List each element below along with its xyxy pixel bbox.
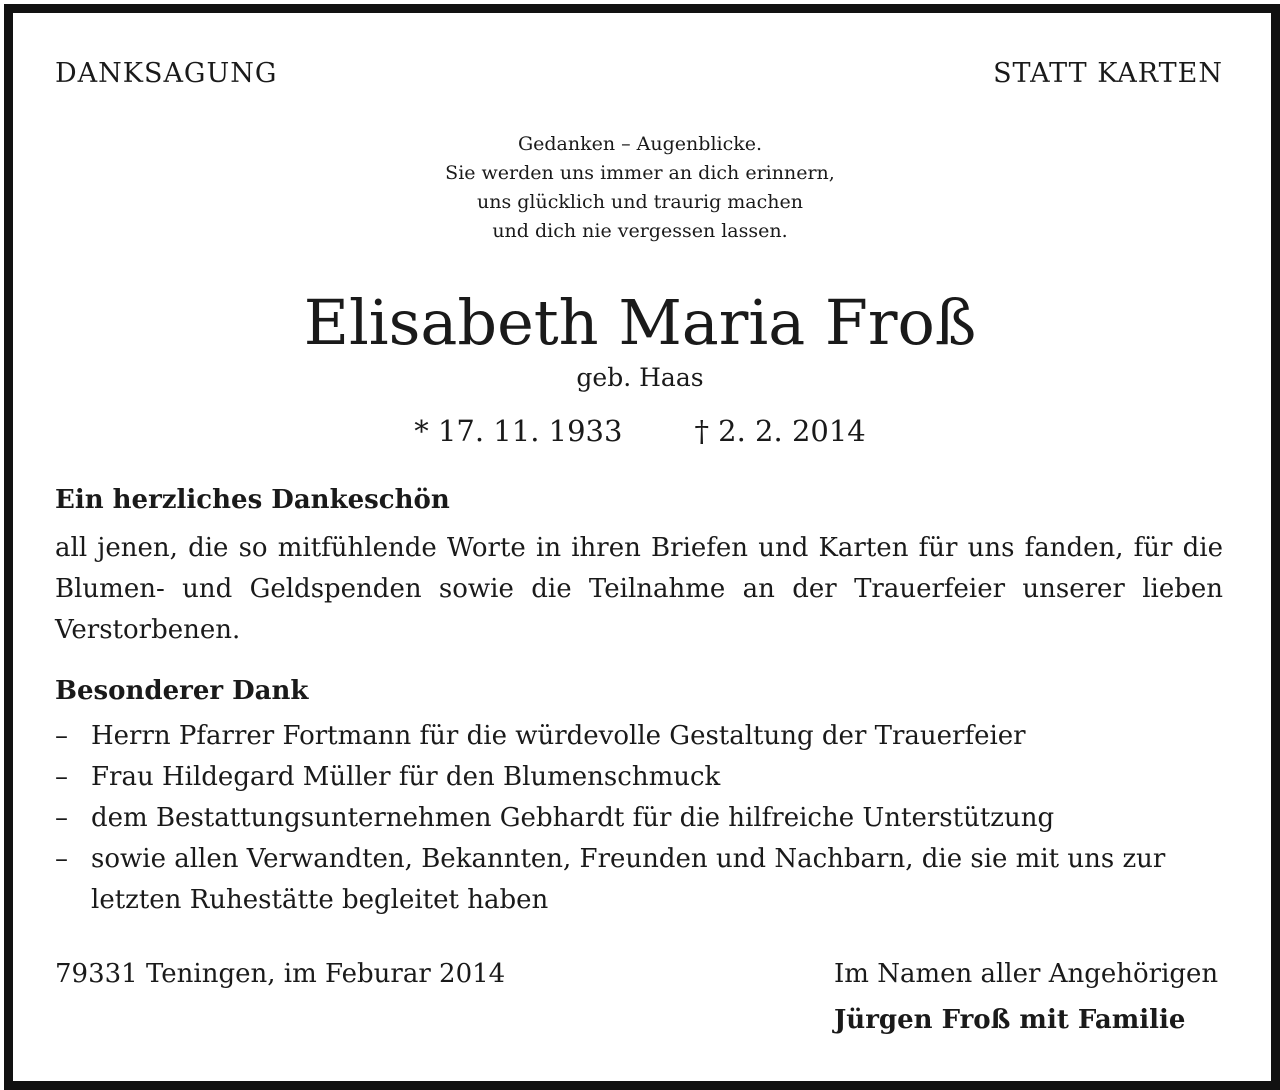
thanks-heading: Ein herzliches Dankeschön <box>55 485 450 515</box>
list-item <box>55 716 1223 757</box>
poem-line: und dich nie vergessen lassen. <box>492 220 788 242</box>
on-behalf-line: Im Namen aller Angehörigen <box>834 959 1219 989</box>
statt-karten-label: STATT KARTEN <box>993 58 1223 89</box>
memorial-poem <box>0 130 1280 246</box>
list-item <box>55 798 1223 839</box>
list-item <box>55 839 1223 921</box>
list-item-text: sowie allen Verwandten, Bekannten, Freunden und Nachbarn, die sie mit uns zur letzten Ruhestätte begleitet haben <box>91 844 1166 915</box>
list-item-text: dem Bestattungsunternehmen Gebhardt für die hilfreiche Unterstützung <box>91 803 1055 833</box>
dash-bullet: – <box>55 762 68 792</box>
list-item-text: Frau Hildegard Müller für den Blumenschmuck <box>91 762 721 792</box>
special-thanks-heading: Besonderer Dank <box>55 676 309 706</box>
deceased-name: Elisabeth Maria Froß <box>303 286 977 359</box>
birth-date: * 17. 11. 1933 <box>414 414 623 448</box>
dash-bullet: – <box>55 844 68 874</box>
poem-line: Gedanken – Augenblicke. <box>517 133 763 155</box>
poem-line: uns glücklich und traurig machen <box>477 191 803 213</box>
dash-bullet: – <box>55 803 68 833</box>
poem-line: Sie werden uns immer an dich erinnern, <box>445 162 835 184</box>
life-dates <box>0 412 1280 450</box>
dash-bullet: – <box>55 721 68 751</box>
place-and-date: 79331 Teningen, im Feburar 2014 <box>55 959 506 989</box>
signature: Jürgen Froß mit Familie <box>834 1005 1186 1035</box>
thanks-paragraph: all jenen, die so mitfühlende Worte in ihren Briefen und Karten für uns fanden, für die Blumen- und Geldspenden sowie die Teilnahme an der Trauerfeier unserer lieben Verstorbenen. <box>55 533 1223 645</box>
birth-name: geb. Haas <box>576 363 704 392</box>
death-date: † 2. 2. 2014 <box>694 414 866 448</box>
list-item-text: Herrn Pfarrer Fortmann für die würdevolle Gestaltung der Trauerfeier <box>91 721 1026 751</box>
list-item <box>55 757 1223 798</box>
notice-type-label: DANKSAGUNG <box>55 58 278 89</box>
special-thanks-list <box>55 716 1223 921</box>
